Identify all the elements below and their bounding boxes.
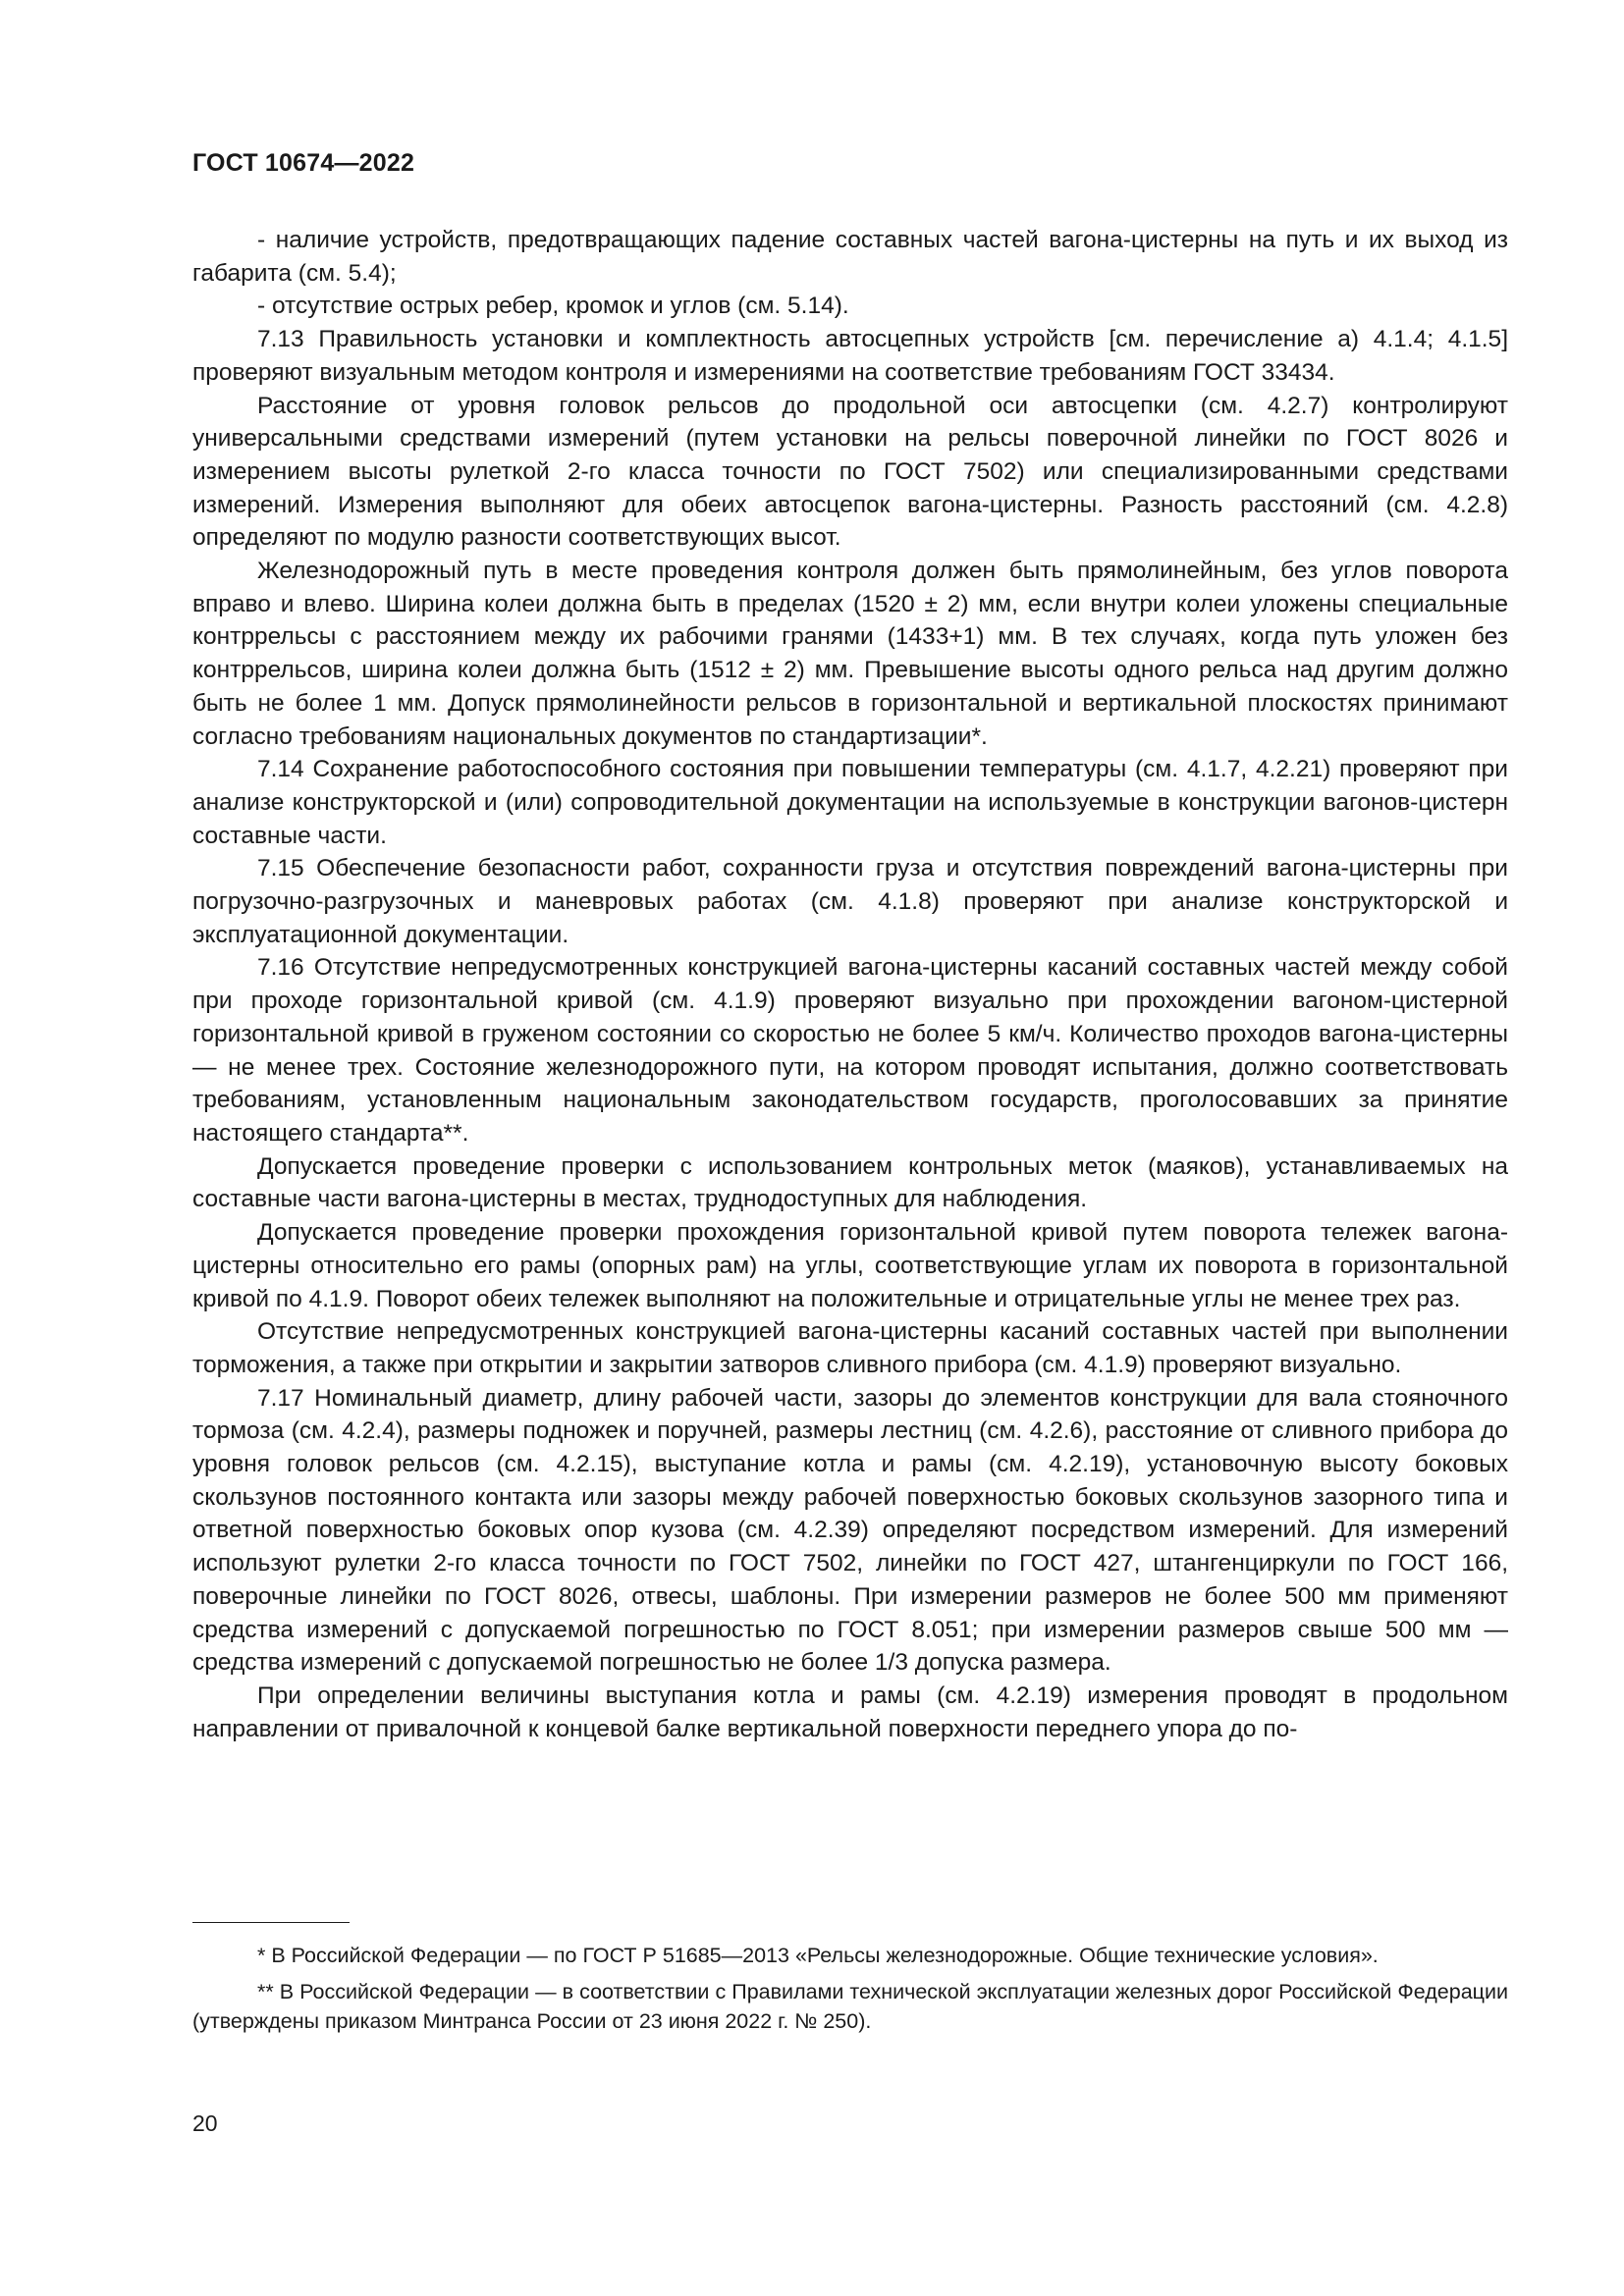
- footnote: * В Российской Федерации — по ГОСТ Р 51685—2013 «Рельсы железнодорожные. Общие технические условия».: [257, 1944, 1379, 1967]
- body-text: [192, 224, 1508, 1745]
- page-number: 20: [192, 2110, 218, 2136]
- paragraph: 7.14 Сохранение работоспособного состояния при повышении температуры (см. 4.1.7, 4.2.21) проверяют при анализе конструкторской и (или) сопроводительной документации на используемые в конструкции вагонов-цистерн составные части.: [192, 756, 1508, 849]
- paragraph: При определении величины выступания котла и рамы (см. 4.2.19) измерения проводят в продольном направлении от привалочной к концевой балке вертикальной поверхности переднего упора до по-: [192, 1682, 1508, 1742]
- paragraph: 7.16 Отсутствие непредусмотренных конструкцией вагона-цистерны касаний составных частей между собой при проходе горизонтальной кривой (см. 4.1.9) проверяют визуально при прохождении вагоном-цистерной горизонтальной кривой в груженом состоянии со скоростью не более 5 км/ч. Количество проходов вагона-цистерны — не менее трех. Состояние железнодорожного пути, на котором проводят испытания, должно соответствовать требованиям, установленным национальным законодательством государств, проголосовавших за принятие настоящего стандарта**.: [192, 954, 1508, 1147]
- paragraph: 7.13 Правильность установки и комплектность автосцепных устройств [см. перечисление а) 4.1.4; 4.1.5] проверяют визуальным методом контроля и измерениями на соответствие требованиям ГОСТ 33434.: [192, 326, 1508, 386]
- footnote-divider: [192, 1922, 350, 1923]
- paragraph: Железнодорожный путь в месте проведения контроля должен быть прямолинейным, без углов поворота вправо и влево. Ширина колеи должна быть в пределах (1520 ± 2) мм, если внутри колеи уложены специальные контррельсы с расстоянием между их рабочими гранями (1433+1) мм. В тех случаях, когда путь уложен без контррельсов, ширина колеи должна быть (1512 ± 2) мм. Превышение высоты одного рельса над другим должно быть не более 1 мм. Допуск прямолинейности рельсов в горизонтальной и вертикальной плоскостях принимают согласно требованиям национальных документов по стандартизации*.: [192, 558, 1508, 750]
- document-header: ГОСТ 10674—2022: [192, 149, 415, 177]
- paragraph: 7.15 Обеспечение безопасности работ, сохранности груза и отсутствия повреждений вагона-цистерны при погрузочно-разгрузочных и маневровых работах (см. 4.1.8) проверяют при анализе конструкторской и эксплуатационной документации.: [192, 855, 1508, 948]
- paragraph: - отсутствие острых ребер, кромок и углов (см. 5.14).: [257, 293, 849, 320]
- paragraph: Отсутствие непредусмотренных конструкцией вагона-цистерны касаний составных частей при выполнении торможения, а также при открытии и закрытии затворов сливного прибора (см. 4.1.9) проверяют визуально.: [192, 1318, 1508, 1378]
- paragraph: Расстояние от уровня головок рельсов до продольной оси автосцепки (см. 4.2.7) контролируют универсальными средствами измерений (путем установки на рельсы поверочной линейки по ГОСТ 8026 и измерением высоты рулеткой 2-го класса точности по ГОСТ 7502) или специализированными средствами измерений. Измерения выполняют для обеих автосцепок вагона-цистерны. Разность расстояний (см. 4.2.8) определяют по модулю разности соответствующих высот.: [192, 392, 1508, 552]
- footnotes: [192, 1941, 1508, 2043]
- footnote: ** В Российской Федерации — в соответствии с Правилами технической эксплуатации железных дорог Российской Федерации (утверждены приказом Минтранса России от 23 июня 2022 г. № 250).: [192, 1980, 1508, 2033]
- paragraph: - наличие устройств, предотвращающих падение составных частей вагона-цистерны на путь и их выход из габарита (см. 5.4);: [192, 227, 1508, 287]
- paragraph: Допускается проведение проверки с использованием контрольных меток (маяков), устанавливаемых на составные части вагона-цистерны в местах, труднодоступных для наблюдения.: [192, 1152, 1508, 1213]
- paragraph: 7.17 Номинальный диаметр, длину рабочей части, зазоры до элементов конструкции для вала стояночного тормоза (см. 4.2.4), размеры подножек и поручней, размеры лестниц (см. 4.2.6), расстояние от сливного прибора до уровня головок рельсов (см. 4.2.15), выступание котла и рамы (см. 4.2.19), установочную высоту боковых скользунов постоянного контакта или зазоры между рабочей поверхностью боковых скользунов зазорного типа и ответной поверхностью боковых опор кузова (см. 4.2.39) определяют посредством измерений. Для измерений используют рулетки 2-го класса точности по ГОСТ 7502, линейки по ГОСТ 427, штангенциркули по ГОСТ 166, поверочные линейки по ГОСТ 8026, отвесы, шаблоны. При измерении размеров не более 500 мм применяют средства измерений с допускаемой погрешностью по ГОСТ 8.051; при измерении размеров свыше 500 мм — средства измерений с допускаемой погрешностью не более 1/3 допуска размера.: [192, 1384, 1508, 1677]
- paragraph: Допускается проведение проверки прохождения горизонтальной кривой путем поворота тележек вагона-цистерны относительно его рамы (опорных рам) на углы, соответствующие углам их поворота в горизонтальной кривой по 4.1.9. Поворот обеих тележек выполняют на положительные и отрицательные углы не менее трех раз.: [192, 1219, 1508, 1312]
